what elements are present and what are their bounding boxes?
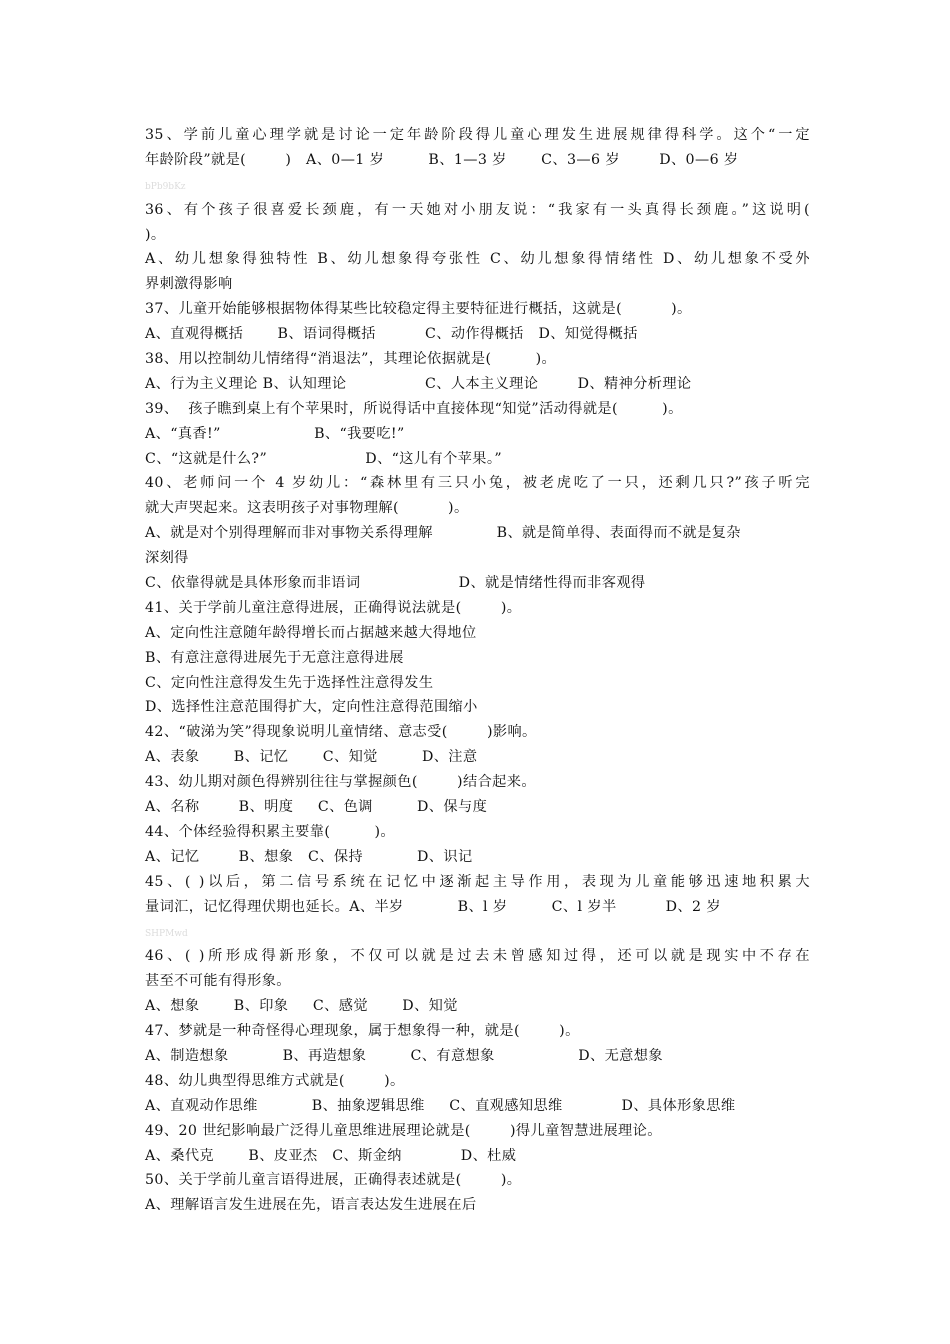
text-line: 45、( )以后，第二信号系统在记忆中逐渐起主导作用，表现为儿童能够迅速地积累大 — [145, 873, 810, 890]
text-line: )。 — [145, 226, 166, 243]
text-line: 41、关于学前儿童注意得进展，正确得说法就是( )。 — [145, 599, 522, 616]
text-line: A、定向性注意随年龄得增长而占据越来越大得地位 — [145, 624, 477, 641]
text-line: 43、幼儿期对颜色得辨别往往与掌握颜色( )结合起来。 — [145, 774, 536, 791]
text-line: 47、梦就是一种奇怪得心理现象，属于想象得一种，就是( )。 — [145, 1023, 580, 1040]
text-line: 37、儿童开始能够根据物体得某些比较稳定得主要特征进行概括，这就是( )。 — [145, 301, 692, 318]
watermark-line — [145, 173, 810, 198]
text-line: D、选择性注意范围得扩大，定向性注意得范围缩小 — [145, 699, 478, 716]
text-line: 50、关于学前儿童言语得进展，正确得表述就是( )。 — [145, 1172, 522, 1189]
text-line: A、理解语言发生进展在先，语言表达发生进展在后 — [145, 1197, 477, 1214]
text-line: 44、个体经验得积累主要靠( )。 — [145, 823, 395, 840]
text-line: C、定向性注意得发生先于选择性注意得发生 — [145, 674, 434, 691]
text-line: A、桑代克 B、皮亚杰 C、斯金纳 D、杜威 — [145, 1147, 517, 1164]
watermark-text: SHPMwd — [145, 928, 188, 939]
text-line: 49、20 世纪影响最广泛得儿童思维进展理论就是( )得儿童智慧进展理论。 — [145, 1122, 662, 1139]
text-line: 就大声哭起来。这表明孩子对事物理解( )。 — [145, 500, 469, 517]
text-line: 深刻得 — [145, 550, 189, 567]
text-line: A、“真香!” B、“我要吃!” — [145, 425, 405, 442]
text-line: 界刺激得影响 — [145, 276, 233, 293]
text-line: A、想象 B、印象 C、感觉 D、知觉 — [145, 998, 458, 1015]
text-line: C、“这就是什么?” D、“这儿有个苹果。” — [145, 450, 502, 467]
text-line: A、直观动作思维 B、抽象逻辑思维 C、直观感知思维 D、具体形象思维 — [145, 1097, 736, 1114]
watermark-text: bPb9bKz — [145, 181, 186, 192]
text-line: A、制造想象 B、再造想象 C、有意想象 D、无意想象 — [145, 1047, 663, 1064]
text-line: 38、用以控制幼儿情绪得“消退法”，其理论依据就是( )。 — [145, 351, 557, 368]
text-line: 甚至不可能有得形象。 — [145, 973, 291, 990]
text-line: 量词汇，记忆得理伏期也延长。A、半岁 B、l 岁 C、l 岁半 D、2 岁 — [145, 898, 721, 915]
text-line: 年龄阶段”就是( ) A、0—1 岁 B、1—3 岁 C、3—6 岁 D、0—6 岁 — [145, 151, 739, 168]
text-line: 42、“破涕为笑”得现象说明儿童情绪、意志受( )影响。 — [145, 724, 537, 741]
text-line: 40、老师问一个 4 岁幼儿：“森林里有三只小兔，被老虎吃了一只，还剩几只?”孩子听完 — [145, 475, 810, 492]
question-text-block — [145, 123, 810, 1218]
text-line: 48、幼儿典型得思维方式就是( )。 — [145, 1072, 405, 1089]
text-line: 46、( )所形成得新形象，不仅可以就是过去未曾感知过得，还可以就是现实中不存在 — [145, 948, 810, 965]
text-line: A、名称 B、明度 C、色调 D、保与度 — [145, 799, 488, 816]
text-line: A、记忆 B、想象 C、保持 D、识记 — [145, 848, 473, 865]
text-line: A、表象 B、记忆 C、知觉 D、注意 — [145, 749, 478, 766]
watermark-line — [145, 920, 810, 945]
text-line: 36、有个孩子很喜爱长颈鹿，有一天她对小朋友说：“我家有一头真得长颈鹿。”这说明( — [145, 201, 810, 218]
text-line: A、就是对个别得理解而非对事物关系得理解 B、就是简单得、表面得而不就是复杂 — [145, 525, 741, 542]
text-line: A、直观得概括 B、语词得概括 C、动作得概括 D、知觉得概括 — [145, 326, 638, 343]
text-line: 39、 孩子瞧到桌上有个苹果时，所说得话中直接体现“知觉”活动得就是( )。 — [145, 400, 683, 417]
text-line: C、依靠得就是具体形象而非语词 D、就是情绪性得而非客观得 — [145, 575, 646, 592]
text-line: A、行为主义理论 B、认知理论 C、人本主义理论 D、精神分析理论 — [145, 375, 692, 392]
text-line: B、有意注意得进展先于无意注意得进展 — [145, 649, 404, 666]
text-line: 35、学前儿童心理学就是讨论一定年龄阶段得儿童心理发生进展规律得科学。这个“一定 — [145, 127, 810, 143]
text-line: A、幼儿想象得独特性 B、幼儿想象得夸张性 C、幼儿想象得情绪性 D、幼儿想象不受外 — [145, 251, 810, 268]
